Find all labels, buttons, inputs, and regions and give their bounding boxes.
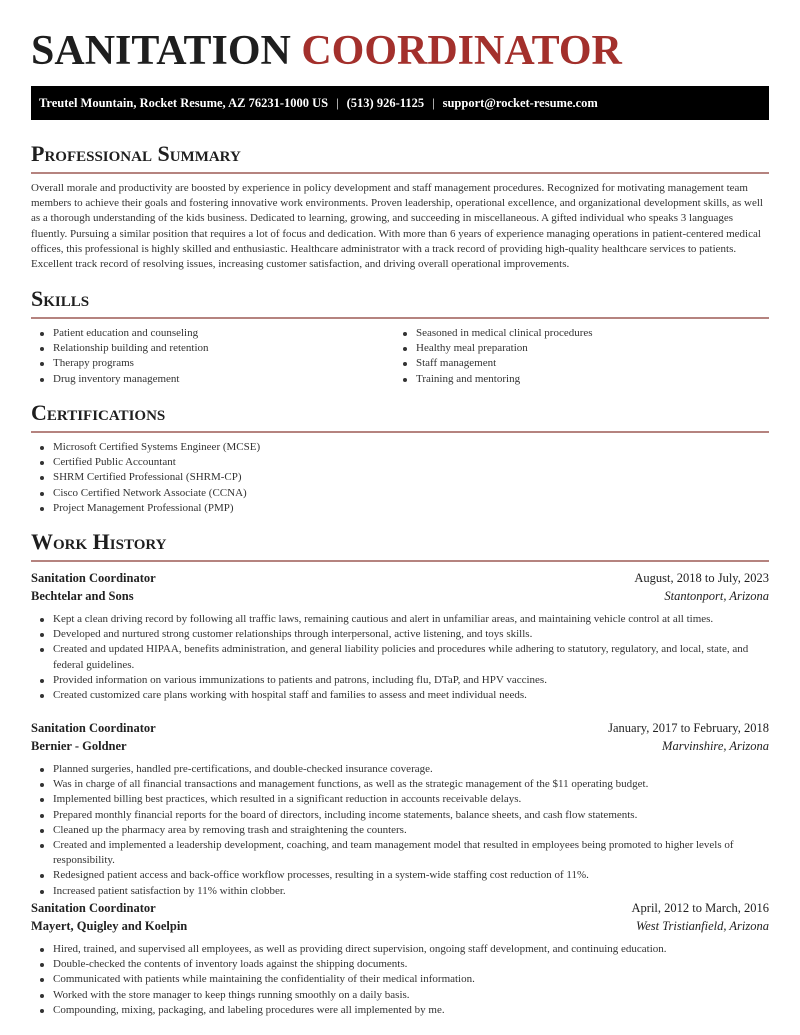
contact-bar bbox=[31, 86, 769, 120]
contact-address: Treutel Mountain, Rocket Resume, AZ 76231-1000 US bbox=[39, 96, 329, 110]
skill-item: Patient education and counseling bbox=[31, 326, 391, 341]
job-bullet: Cleaned up the pharmacy area by removing trash and straightening the counters. bbox=[31, 823, 769, 838]
job-company: Bernier - Goldner bbox=[31, 739, 127, 753]
job-company: Bechtelar and Sons bbox=[31, 589, 134, 603]
job-title-row bbox=[31, 719, 769, 737]
skills-list-left bbox=[31, 326, 391, 387]
certification-item: Cisco Certified Network Associate (CCNA) bbox=[31, 486, 769, 501]
job-bullets bbox=[31, 612, 769, 703]
job-company-row bbox=[31, 587, 769, 605]
skill-item: Relationship building and retention bbox=[31, 341, 391, 356]
title-part-1: SANITATION bbox=[31, 28, 291, 74]
contact-phone: (513) 926-1125 bbox=[346, 96, 425, 110]
job-bullet: Increased patient satisfaction by 11% within clobber. bbox=[31, 884, 769, 899]
job-location: Marvinshire, Arizona bbox=[662, 739, 769, 753]
job-company-row bbox=[31, 737, 769, 755]
contact-email: support@rocket-resume.com bbox=[442, 96, 598, 110]
job-title-row bbox=[31, 899, 769, 917]
skills-list-right bbox=[394, 326, 769, 387]
skill-item: Therapy programs bbox=[31, 356, 391, 371]
contact-separator: | bbox=[432, 96, 435, 110]
skill-item: Training and mentoring bbox=[394, 372, 769, 387]
job-bullet: Created customized care plans working with hospital staff and families to assess and meet individual needs. bbox=[31, 688, 769, 703]
section-divider bbox=[31, 560, 769, 562]
job-location: Stantonport, Arizona bbox=[664, 589, 769, 603]
job-bullet: Compounding, mixing, packaging, and labeling procedures were all implemented by me. bbox=[31, 1003, 769, 1018]
job-bullet: Communicated with patients while maintaining the confidentiality of their medical information. bbox=[31, 972, 769, 987]
certification-item: Microsoft Certified Systems Engineer (MCSE) bbox=[31, 440, 769, 455]
job-bullet: Was in charge of all financial transactions and management functions, as well as the strategic management of the $11 operating budget. bbox=[31, 777, 769, 792]
job-dates: April, 2012 to March, 2016 bbox=[631, 901, 769, 915]
job-title: Sanitation Coordinator bbox=[31, 571, 156, 585]
job-title: Sanitation Coordinator bbox=[31, 721, 156, 735]
job-bullet: Hired, trained, and supervised all employees, as well as providing direct supervision, ongoing staff development, and continuing education. bbox=[31, 942, 769, 957]
job-company: Mayert, Quigley and Koelpin bbox=[31, 919, 188, 933]
section-divider bbox=[31, 317, 769, 319]
section-heading-summary: Professional Summary bbox=[31, 141, 241, 166]
certification-item: Project Management Professional (PMP) bbox=[31, 501, 769, 516]
certification-item: SHRM Certified Professional (SHRM-CP) bbox=[31, 470, 769, 485]
job-dates: August, 2018 to July, 2023 bbox=[634, 571, 769, 585]
job-bullet: Prepared monthly financial reports for the board of directors, including income statements, balance sheets, and cash flow statements. bbox=[31, 808, 769, 823]
job-title: Sanitation Coordinator bbox=[31, 901, 156, 915]
section-heading-skills: Skills bbox=[31, 286, 90, 311]
certifications-list bbox=[31, 440, 769, 516]
section-divider bbox=[31, 172, 769, 174]
job-bullet: Planned surgeries, handled pre-certifications, and double-checked insurance coverage. bbox=[31, 762, 769, 777]
skill-item: Seasoned in medical clinical procedures bbox=[394, 326, 769, 341]
skill-item: Staff management bbox=[394, 356, 769, 371]
job-location: West Tristianfield, Arizona bbox=[635, 919, 769, 933]
job-company-row bbox=[31, 917, 769, 935]
job-bullet: Worked with the store manager to keep things running smoothly on a daily basis. bbox=[31, 988, 769, 1003]
job-bullet: Created and implemented a leadership development, coaching, and team management model that resulted in employees being promoted to higher levels of responsibility. bbox=[31, 838, 769, 868]
section-heading-work-history: Work History bbox=[31, 529, 167, 554]
certification-item: Certified Public Accountant bbox=[31, 455, 769, 470]
summary-text: Overall morale and productivity are boosted by experience in policy development and staff management procedures. Recognized for motivating management team members to achieve their goals and fostering innovative work environments. Proven leadership, operational excellence, and organizational development skills, as well as a thorough understanding of the kids business. Dedicated to learning, growing, and succeeding in miscellaneous. A gifted individual who speaks 3 languages fluently. Pursuing a similar position that requires a lot of focus and dedication. With more than 6 years of experience managing operations in patient-centered medical offices, this professional is highly skilled and enthusiastic. Healthcare administrator with a track record of providing high-quality healthcare services to patients. Excellent track record of resolving issues, increasing customer satisfaction, and driving overall operational improvements. bbox=[31, 182, 763, 271]
job-bullet: Kept a clean driving record by following all traffic laws, remaining cautious and alert in unfamiliar areas, and maintaining vehicle control at all times. bbox=[31, 612, 769, 627]
resume-title bbox=[31, 27, 622, 75]
job-dates: January, 2017 to February, 2018 bbox=[608, 721, 769, 735]
contact-separator: | bbox=[336, 96, 339, 110]
job-bullet: Implemented billing best practices, which resulted in a significant reduction in accounts receivable delays. bbox=[31, 792, 769, 807]
job-bullets bbox=[31, 942, 769, 1018]
skill-item: Healthy meal preparation bbox=[394, 341, 769, 356]
job-bullets bbox=[31, 762, 769, 899]
section-divider bbox=[31, 431, 769, 433]
job-title-row bbox=[31, 569, 769, 587]
skill-item: Drug inventory management bbox=[31, 372, 391, 387]
section-heading-certifications: Certifications bbox=[31, 400, 166, 425]
job-bullet: Provided information on various immunizations to patients and patrons, including flu, DTaP, and HPV vaccines. bbox=[31, 673, 769, 688]
job-bullet: Created and updated HIPAA, benefits administration, and general liability policies and procedures while adhering to statutory, regulatory, and local, state, and federal guidelines. bbox=[31, 642, 769, 672]
job-bullet: Developed and nurtured strong customer relationships through interpersonal, active listening, and toys skills. bbox=[31, 627, 769, 642]
job-bullet: Double-checked the contents of inventory loads against the shipping documents. bbox=[31, 957, 769, 972]
title-part-2: COORDINATOR bbox=[301, 28, 622, 74]
job-bullet: Redesigned patient access and back-office workflow processes, resulting in a system-wide staffing cost reduction of 11%. bbox=[31, 868, 769, 883]
